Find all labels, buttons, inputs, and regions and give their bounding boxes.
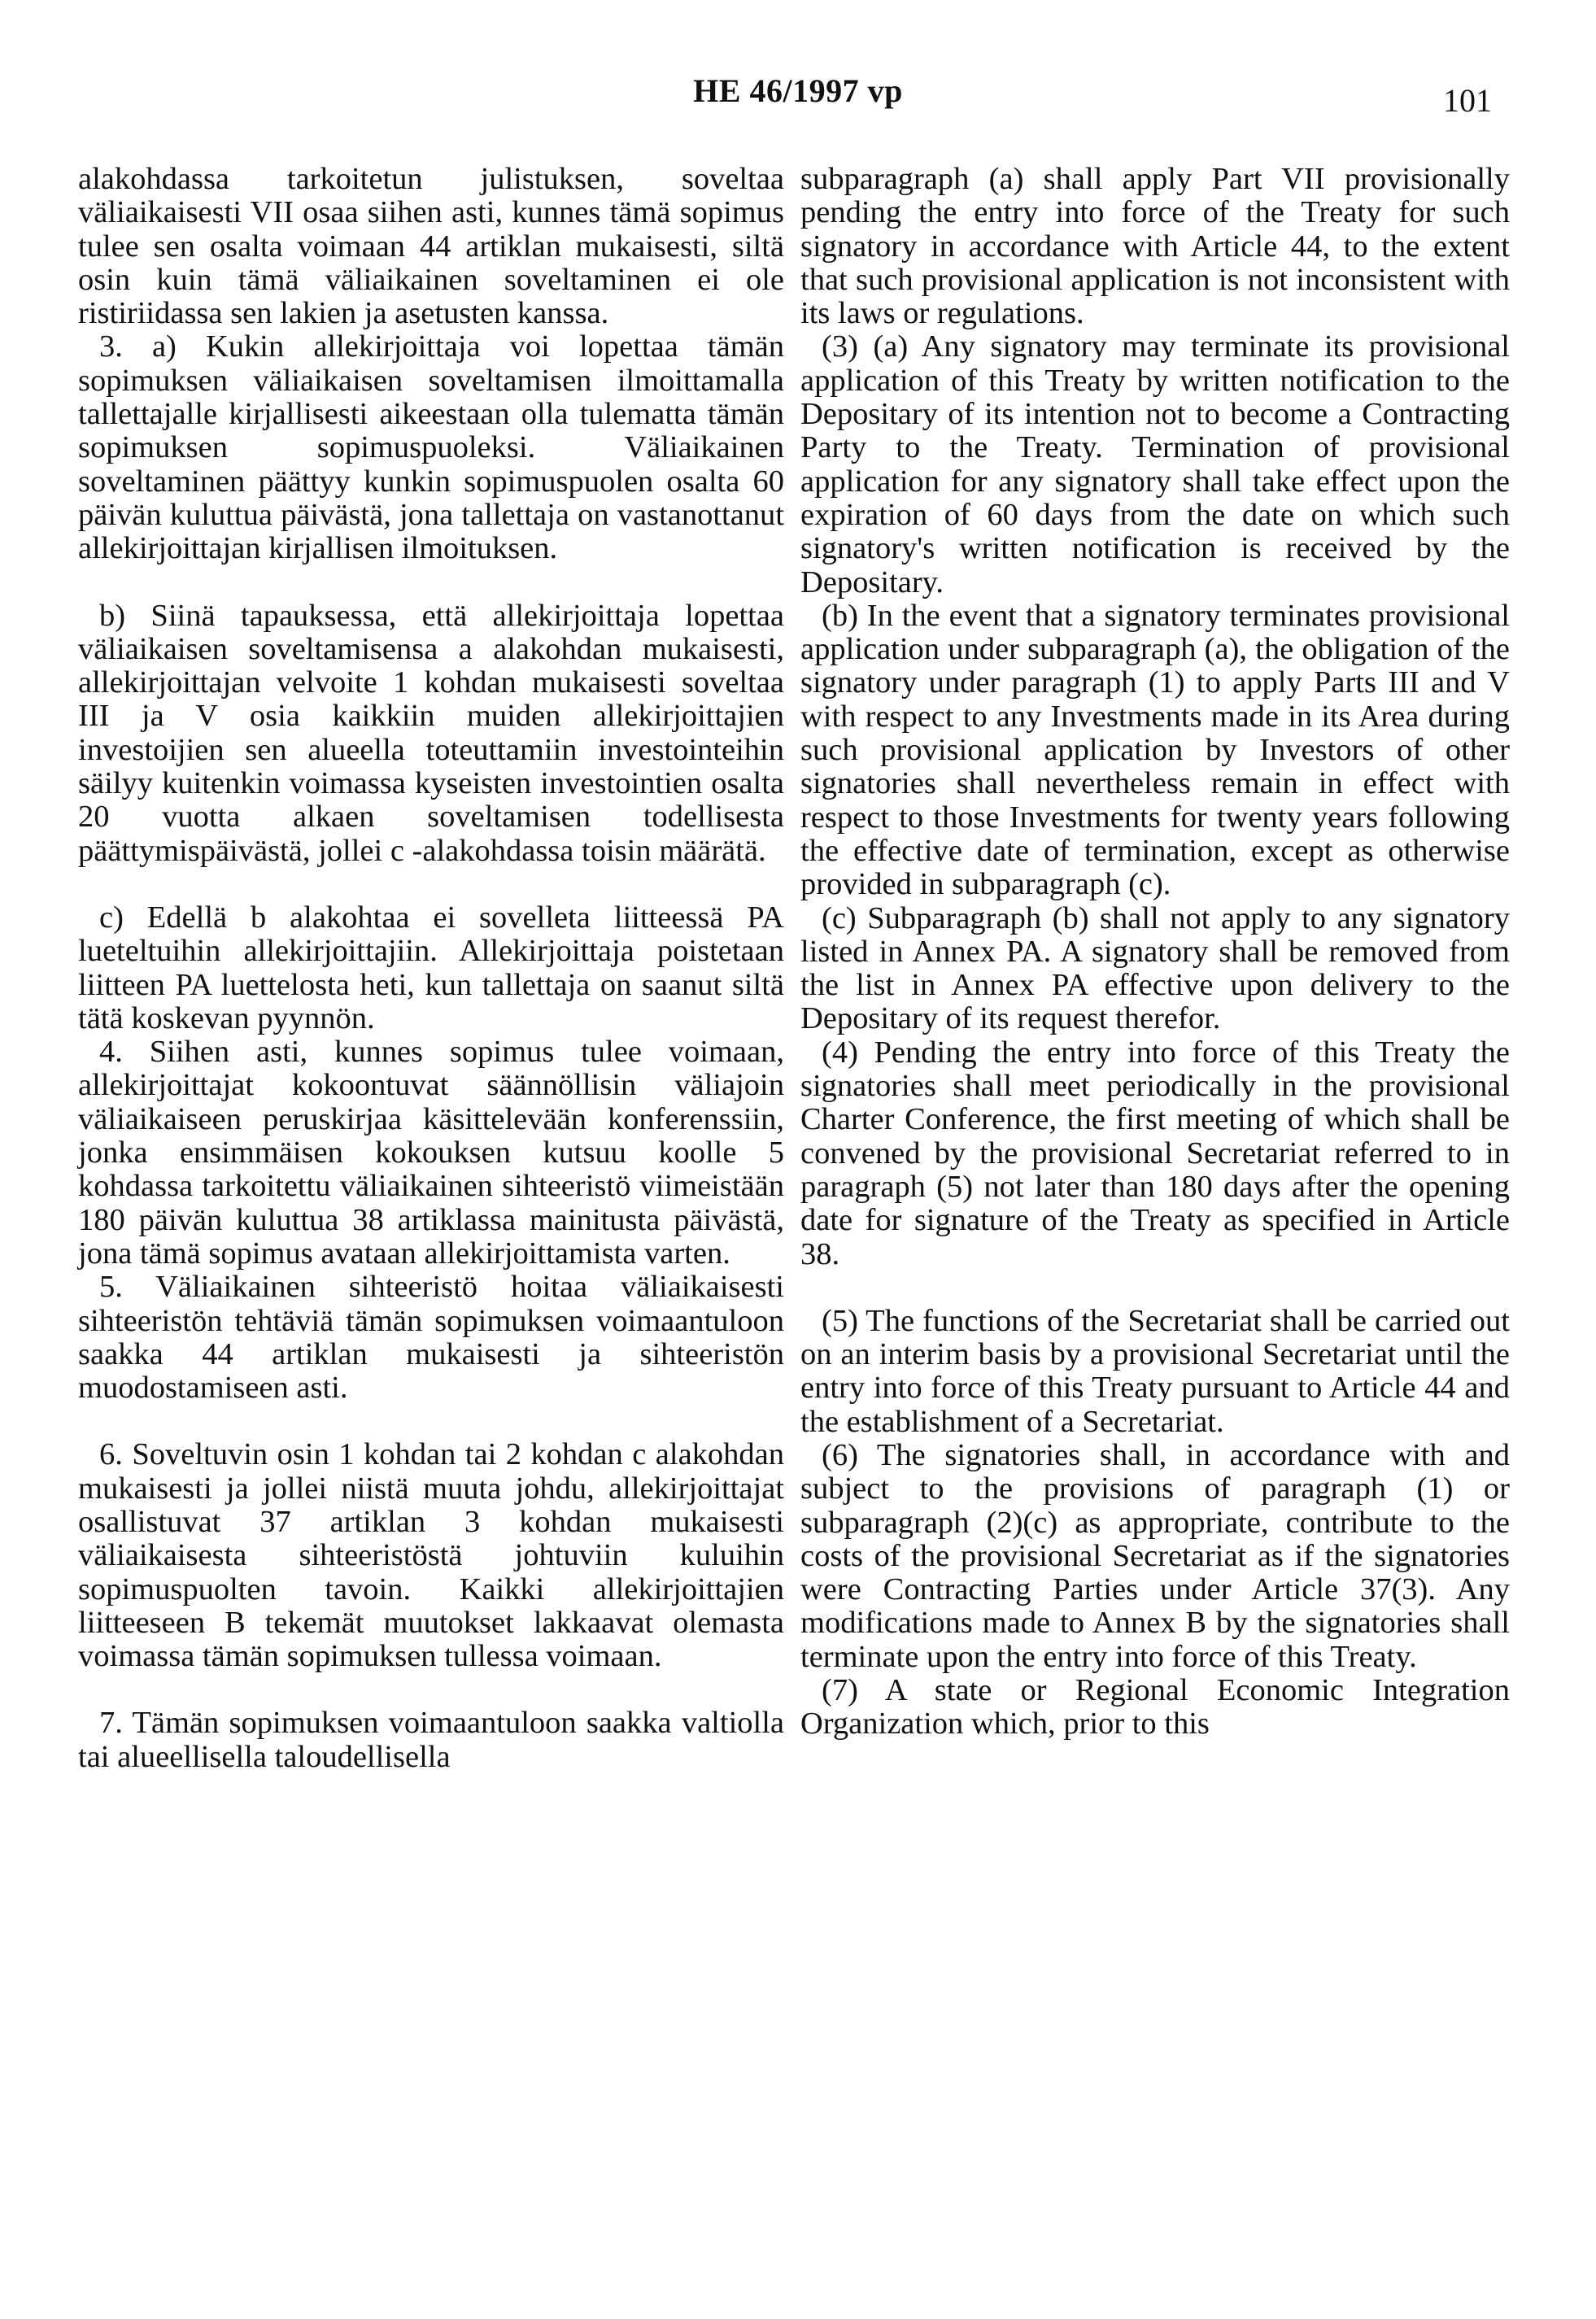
fi-paragraph-cont: alakohdassa tarkoitetun julistuksen, soveltaa väliaikaisesti VII osaa siihen asti, kunnes tämä sopimus tulee sen osalta voimaan 44 artiklan mukaisesti, siltä osin kuin tämä väliaikainen soveltaminen ei ole ristiriidassa sen lakien ja asetusten kanssa.: [78, 162, 784, 331]
english-column: [800, 163, 1510, 1741]
page-header: [0, 72, 1596, 120]
fi-paragraph-3c: c) Edellä b alakohtaa ei sovelleta liitteessä PA lueteltuihin allekirjoittajiin. Allekirjoittaja poistetaan liitteen PA luettelosta heti, kun tallettaja on saanut siltä tätä koskevan pyynnön.: [78, 900, 784, 1035]
en-paragraph-3a: (3) (a) Any signatory may terminate its provisional application of this Treaty by written notification to the Depositary of its intention not to become a Contracting Party to the Treaty. Termination of provisional application for any signatory shall take effect upon the expiration of 60 days from the date on which such signatory's written notification is received by the Depositary.: [800, 329, 1510, 599]
en-paragraph-3c: (c) Subparagraph (b) shall not apply to any signatory listed in Annex PA. A signatory shall be removed from the list in Annex PA effective upon delivery to the Depositary of its request therefor.: [800, 900, 1510, 1036]
en-paragraph-7: (7) A state or Regional Economic Integration Organization which, prior to this: [800, 1673, 1510, 1741]
en-paragraph-3b: (b) In the event that a signatory terminates provisional application under subparagraph (a), the obligation of the signatory under paragraph (1) to apply Parts III and V with respect to any Investments made in its Area during such provisional application by Investors of other signatories shall nevertheless remain in effect with respect to those Investments for twenty years following the effective date of termination, except as otherwise provided in subparagraph (c).: [800, 598, 1510, 902]
page-number: 101: [1443, 82, 1492, 119]
fi-paragraph-3b: b) Siinä tapauksessa, että allekirjoittaja lopettaa väliaikaisen soveltamisensa a alakohdan mukaisesti, allekirjoittajan velvoite 1 kohdan mukaisesti soveltaa III ja V osia kaikkiin muiden allekirjoittajien investoijien sen alueella toteuttamiin investointeihin säilyy kuitenkin voimassa kyseisten investointien osalta 20 vuotta alkaen soveltamisen todellisesta päättymispäivästä, jollei c -alakohdassa toisin määrätä.: [78, 598, 784, 868]
en-paragraph-cont: subparagraph (a) shall apply Part VII provisionally pending the entry into force of the Treaty for such signatory in accordance with Article 44, to the extent that such provisional application is not inconsistent with its laws or regulations.: [800, 162, 1510, 331]
en-paragraph-6: (6) The signatories shall, in accordance with and subject to the provisions of paragraph (1) or subparagraph (2)(c) as appropriate, contribute to the costs of the provisional Secretariat as if the signatories were Contracting Parties under Article 37(3). Any modifications made to Annex B by the signatories shall terminate upon the entry into force of this Treaty.: [800, 1437, 1510, 1674]
fi-paragraph-3a: 3. a) Kukin allekirjoittaja voi lopettaa tämän sopimuksen väliaikaisen soveltamisen ilmoittamalla tallettajalle kirjallisesti aikeestaan olla tulematta tämän sopimuksen sopimuspuoleksi. Väliaikainen soveltaminen päättyy kunkin sopimuspuolen osalta 60 päivän kuluttua päivästä, jona tallettaja on vastanottanut allekirjoittajan kirjallisen ilmoituksen.: [78, 329, 784, 566]
fi-paragraph-5: 5. Väliaikainen sihteeristö hoitaa väliaikaisesti sihteeristön tehtäviä tämän sopimuksen voimaantuloon saakka 44 artiklan mukaisesti ja sihteeristön muodostamiseen asti.: [78, 1270, 784, 1406]
finnish-column: [78, 163, 784, 1774]
en-paragraph-5: (5) The functions of the Secretariat shall be carried out on an interim basis by a provisional Secretariat until the entry into force of this Treaty pursuant to Article 44 and the establishment of a Secretariat.: [800, 1303, 1510, 1439]
fi-paragraph-7: 7. Tämän sopimuksen voimaantuloon saakka valtiolla tai alueellisella taloudellisella: [78, 1706, 784, 1774]
en-paragraph-4: (4) Pending the entry into force of this Treaty the signatories shall meet periodically in the provisional Charter Conference, the first meeting of which shall be convened by the provisional Secretariat referred to in paragraph (5) not later than 180 days after the opening date for signature of the Treaty as specified in Article 38.: [800, 1035, 1510, 1271]
fi-paragraph-6: 6. Soveltuvin osin 1 kohdan tai 2 kohdan c alakohdan mukaisesti ja jollei niistä muuta johdu, allekirjoittajat osallistuvat 37 artiklan 3 kohdan mukaisesti väliaikaisesta sihteeristöstä johtuviin kuluihin sopimuspuolten tavoin. Kaikki allekirjoittajien liitteeseen B tekemät muutokset lakkaavat olemasta voimassa tämän sopimuksen tullessa voimaan.: [78, 1437, 784, 1674]
running-title: HE 46/1997 vp: [693, 72, 903, 109]
fi-paragraph-4: 4. Siihen asti, kunnes sopimus tulee voimaan, allekirjoittajat kokoontuvat säännöllisin väliajoin väliaikaiseen peruskirjaa käsittelevään konferenssiin, jonka ensimmäisen kokouksen kutsuu koolle 5 kohdassa tarkoitettu väliaikainen sihteeristö viimeistään 180 päivän kuluttua 38 artiklassa mainitusta päivästä, jona tämä sopimus avataan allekirjoittamista varten.: [78, 1035, 784, 1271]
